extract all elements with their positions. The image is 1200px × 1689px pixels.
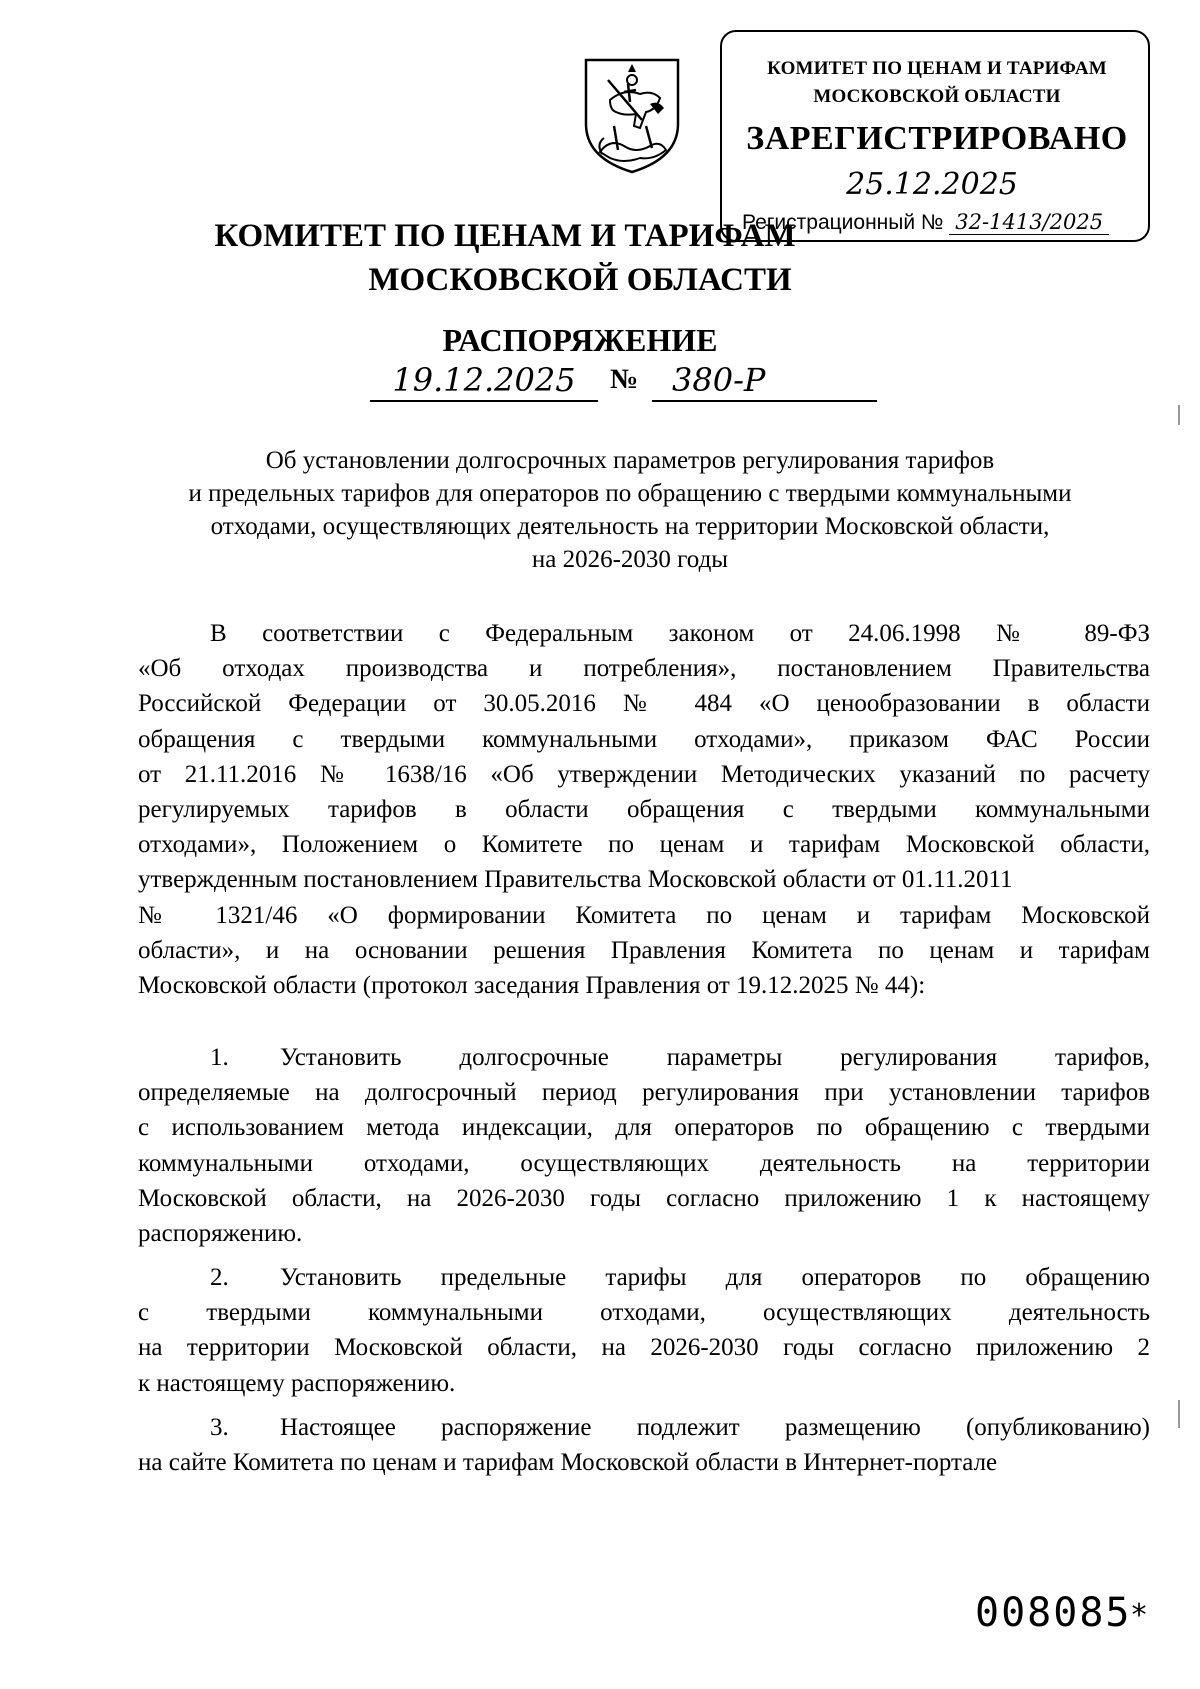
stamp-date: 25.12.2025 <box>846 167 1018 202</box>
subject-line: на 2026-2030 годы <box>531 546 729 573</box>
stamp-status: ЗАРЕГИСТРИРОВАНО <box>746 120 1128 157</box>
paragraph-line: Российской Федерации от 30.05.2016 № 484 «О ценообразовании в области <box>138 690 1150 718</box>
order-item-2 <box>138 1260 1150 1401</box>
paragraph-line: отходами», Положением о Комитете по ценам и тарифам Московской области, <box>138 831 1150 859</box>
document-type: РАСПОРЯЖЕНИЕ <box>442 322 718 358</box>
scan-margin-mark <box>1178 1400 1180 1428</box>
order-item-1 <box>138 1040 1150 1251</box>
subject-line: и предельных тарифов для операторов по обращению с твердыми коммунальными <box>188 480 1072 507</box>
order-number-label: № <box>610 364 639 395</box>
subject-line: отходами, осуществляющих деятельность на территории Московской области, <box>210 513 1050 540</box>
stamp-reg-number: 32-1413/2025 <box>949 210 1109 235</box>
paragraph-line: Московской области, на 2026-2030 годы согласно приложению 1 к настоящему <box>138 1184 1150 1212</box>
paragraph-line: области», и на основании решения Правления Комитета по ценам и тарифам <box>138 936 1150 964</box>
paragraph-line: регулируемых тарифов в области обращения с твердыми коммунальными <box>138 796 1150 824</box>
order-number: 380-Р <box>652 360 877 402</box>
paragraph-line: 3. Настоящее распоряжение подлежит размещению (опубликованию) <box>138 1410 1150 1445</box>
stamp-reg-label: Регистрационный № <box>742 211 944 234</box>
stamp-org-line1: КОМИТЕТ ПО ЦЕНАМ И ТАРИФАМ <box>767 58 1107 79</box>
paragraph-line: утвержденным постановлением Правительства Московской области от 01.11.2011 <box>138 866 1013 894</box>
paragraph-line: коммунальными отходами, осуществляющих деятельность на территории <box>138 1149 1150 1177</box>
stamp-org-line2: МОСКОВСКОЙ ОБЛАСТИ <box>813 86 1061 107</box>
paragraph-line: на территории Московской области, на 2026-2030 годы согласно приложению 2 <box>138 1334 1150 1362</box>
paragraph-line: определяемые на долгосрочный период регулирования при установлении тарифов <box>138 1079 1150 1107</box>
item-number: 1. <box>210 1044 229 1071</box>
paragraph-line: 2. Установить предельные тарифы для операторов по обращению <box>138 1260 1150 1295</box>
paragraph-line: с использованием метода индексации, для операторов по обращению с твердыми <box>138 1114 1150 1142</box>
moscow-region-coat-of-arms-icon <box>580 54 684 176</box>
order-date: 19.12.2025 <box>370 360 598 402</box>
form-serial-number: 008085 <box>975 1590 1132 1636</box>
paragraph-line: Московской области (протокол заседания Правления от 19.12.2025 № 44): <box>138 972 926 1000</box>
paragraph-line: В соответствии с Федеральным законом от 24.06.1998 № 89-ФЗ <box>210 620 1150 647</box>
document-subject <box>100 444 1160 576</box>
paragraph-line: 1. Установить долгосрочные параметры регулирования тарифов, <box>138 1040 1150 1075</box>
paragraph-line: на сайте Комитета по ценам и тарифам Московской области в Интернет-портале <box>138 1449 998 1477</box>
header-org-line2: МОСКОВСКОЙ ОБЛАСТИ <box>368 262 792 298</box>
paragraph-line: № 1321/46 «О формировании Комитета по ценам и тарифам Московской <box>138 901 1150 929</box>
paragraph-line: обращения с твердыми коммунальными отходами», приказом ФАС России <box>138 725 1150 753</box>
registration-stamp <box>720 30 1150 242</box>
paragraph-line: от 21.11.2016 № 1638/16 «Об утверждении Методических указаний по расчету <box>138 760 1150 788</box>
order-item-3 <box>138 1410 1150 1480</box>
scan-margin-mark <box>1178 405 1180 425</box>
order-date-number <box>370 360 890 404</box>
paragraph-line: к настоящему распоряжению. <box>138 1369 456 1397</box>
serial-asterisk: * <box>1130 1598 1149 1633</box>
item-number: 3. <box>210 1414 229 1441</box>
paragraph-line: с твердыми коммунальными отходами, осуществляющих деятельность <box>138 1299 1150 1327</box>
paragraph-line: «Об отходах производства и потребления», постановлением Правительства <box>138 655 1150 683</box>
subject-line: Об установлении долгосрочных параметров регулирования тарифов <box>265 447 995 474</box>
header-org-line1: КОМИТЕТ ПО ЦЕНАМ И ТАРИФАМ <box>214 218 796 254</box>
preamble-paragraph <box>138 616 1150 1003</box>
paragraph-line: распоряжению. <box>138 1220 303 1248</box>
item-number: 2. <box>210 1264 229 1291</box>
